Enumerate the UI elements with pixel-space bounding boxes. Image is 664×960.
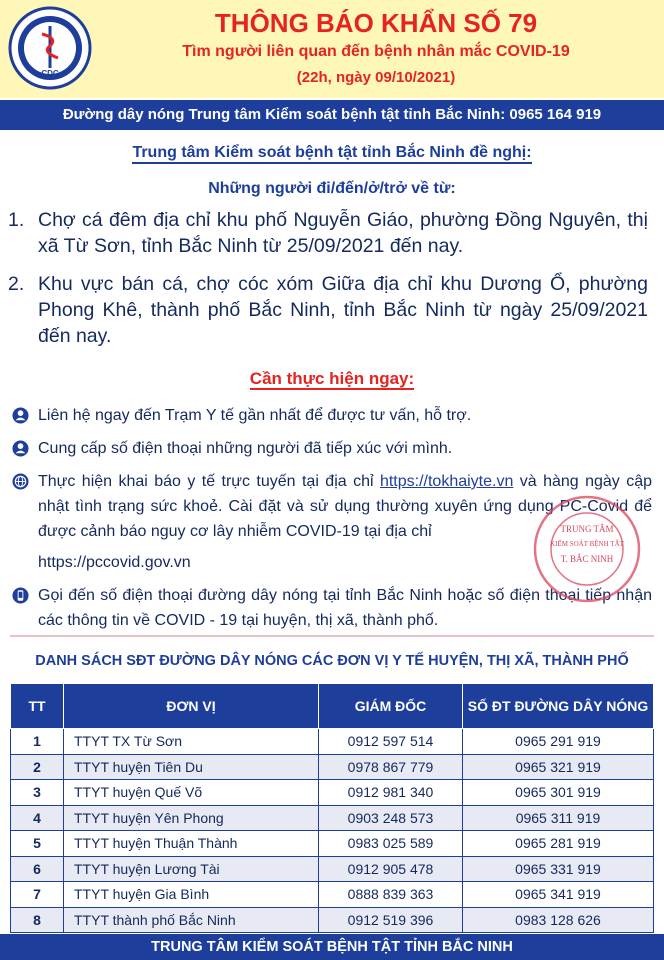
place-text: Khu vực bán cá, chợ cóc xóm Giữa địa chỉ khu Dương Ổ, phường Phong Khê, thành phố Bắc Ninh, tỉnh Bắc Ninh từ ngày 25/09/2021 đến nay. [38,273,648,347]
row-director-phone: 0912 981 340 [319,780,463,806]
header-tt: TT [11,684,64,729]
row-director-phone: 0912 519 396 [319,907,463,933]
row-tt: 3 [11,780,64,806]
row-director-phone: 0912 597 514 [319,729,463,755]
row-unit: TTYT huyện Lương Tài [64,856,319,882]
row-director-phone: 0978 867 779 [319,754,463,780]
action-text: Gọi đến số điện thoại đường dây nóng tại tỉnh Bắc Ninh hoặc số điện thoại tiếp nhận các thông tin về COVID - 19 tại huyện, thị xã, thành phố. [38,587,652,629]
header-unit: ĐƠN VỊ [64,684,319,729]
place-item [8,207,648,259]
header-hotline: SỐ ĐT ĐƯỜNG DÂY NÓNG [463,684,654,729]
person-icon [12,407,29,424]
row-director-phone: 0903 248 573 [319,805,463,831]
row-hotline-phone: 0965 331 919 [463,856,654,882]
row-tt: 8 [11,907,64,933]
table-row [11,780,654,806]
table-row [11,856,654,882]
row-director-phone: 0983 025 589 [319,831,463,857]
header-banner [0,0,664,98]
row-hotline-phone: 0965 321 919 [463,754,654,780]
row-hotline-phone: 0965 281 919 [463,831,654,857]
intro-heading: Những người đi/đến/ở/trở về từ: [208,180,456,197]
row-hotline-phone: 0983 128 626 [463,907,654,933]
section-divider [10,635,654,637]
globe-icon [12,473,29,490]
action-item [12,436,652,461]
notice-date: (22h, ngày 09/10/2021) [296,69,456,86]
hotline-bar: Đường dây nóng Trung tâm Kiểm soát bệnh tật tỉnh Bắc Ninh: 0965 164 919 [0,100,664,130]
table-row [11,831,654,857]
row-unit: TTYT TX Từ Sơn [64,729,319,755]
table-row [11,754,654,780]
header-director: GIÁM ĐỐC [319,684,463,729]
hotline-table [10,683,654,933]
row-tt: 5 [11,831,64,857]
row-unit: TTYT huyện Quế Võ [64,780,319,806]
place-item [8,271,648,349]
place-number: 1. [8,209,25,231]
row-tt: 4 [11,805,64,831]
row-unit: TTYT thành phố Bắc Ninh [64,907,319,933]
table-row [11,882,654,908]
action-text: và hàng ngày cập nhật tình trạng sức khoẻ. Cài đặt và sử dụng thường xuyên ứng dụng PC-Covid để được cảnh báo nguy cơ lây nhiễm COVID-19 tại địa chỉ [38,473,653,540]
request-text: Trung tâm Kiểm soát bệnh tật tỉnh Bắc Ninh đề nghị: [132,144,531,164]
place-number: 2. [8,273,25,295]
pccovid-url[interactable]: https://pccovid.gov.vn [38,554,191,571]
page-subtitle: Tìm người liên quan đến bệnh nhân mắc COVID-19 [182,43,570,60]
row-director-phone: 0912 905 478 [319,856,463,882]
action-text: Cung cấp số điện thoại những người đã tiếp xúc với mình. [38,440,453,457]
cdc-logo [8,6,92,90]
table-row [11,729,654,755]
row-director-phone: 0888 839 363 [319,882,463,908]
footer-banner: TRUNG TÂM KIỂM SOÁT BỆNH TẬT TỈNH BẮC NINH [0,934,664,960]
row-tt: 6 [11,856,64,882]
page-title: THÔNG BÁO KHẨN SỐ 79 [214,8,538,38]
table-row [11,907,654,933]
table-row [11,805,654,831]
row-hotline-phone: 0965 291 919 [463,729,654,755]
action-item [12,403,652,428]
stamp-line2: KIỂM SOÁT BỆNH TẬT [550,540,624,548]
hotline-list-title: DANH SÁCH SĐT ĐƯỜNG DÂY NÓNG CÁC ĐƠN VỊ Y TẾ HUYỆN, THỊ XÃ, THÀNH PHỐ [35,653,629,669]
phone-icon [12,587,29,604]
official-stamp [522,494,652,604]
row-unit: TTYT huyện Yên Phong [64,805,319,831]
row-tt: 2 [11,754,64,780]
request-heading [0,144,664,162]
row-tt: 1 [11,729,64,755]
place-text: Chợ cá đêm địa chỉ khu phố Nguyễn Giáo, phường Đồng Nguyên, thị xã Từ Sơn, tỉnh Bắc Ninh từ 25/09/2021 đến nay. [38,209,648,257]
table-header-row [11,684,654,729]
row-unit: TTYT huyện Thuận Thành [64,831,319,857]
action-text: Liên hệ ngay đến Trạm Y tế gần nhất để được tư vấn, hỗ trợ. [38,407,472,424]
places-list [8,207,648,361]
row-hotline-phone: 0965 311 919 [463,805,654,831]
person-icon [12,440,29,457]
row-unit: TTYT huyện Gia Bình [64,882,319,908]
row-hotline-phone: 0965 341 919 [463,882,654,908]
row-hotline-phone: 0965 301 919 [463,780,654,806]
tokhaiyte-link[interactable]: https://tokhaiyte.vn [379,473,514,490]
action-heading [0,369,664,389]
stamp-line1: TRUNG TÂM [560,524,614,534]
logo-text: CDC [41,69,59,78]
row-unit: TTYT huyện Tiên Du [64,754,319,780]
action-heading-text: Cần thực hiện ngay: [249,369,415,388]
action-text: Thực hiện khai báo y tế trực tuyến tại địa chỉ [38,473,380,490]
row-tt: 7 [11,882,64,908]
stamp-line3: T. BẮC NINH [560,554,614,564]
